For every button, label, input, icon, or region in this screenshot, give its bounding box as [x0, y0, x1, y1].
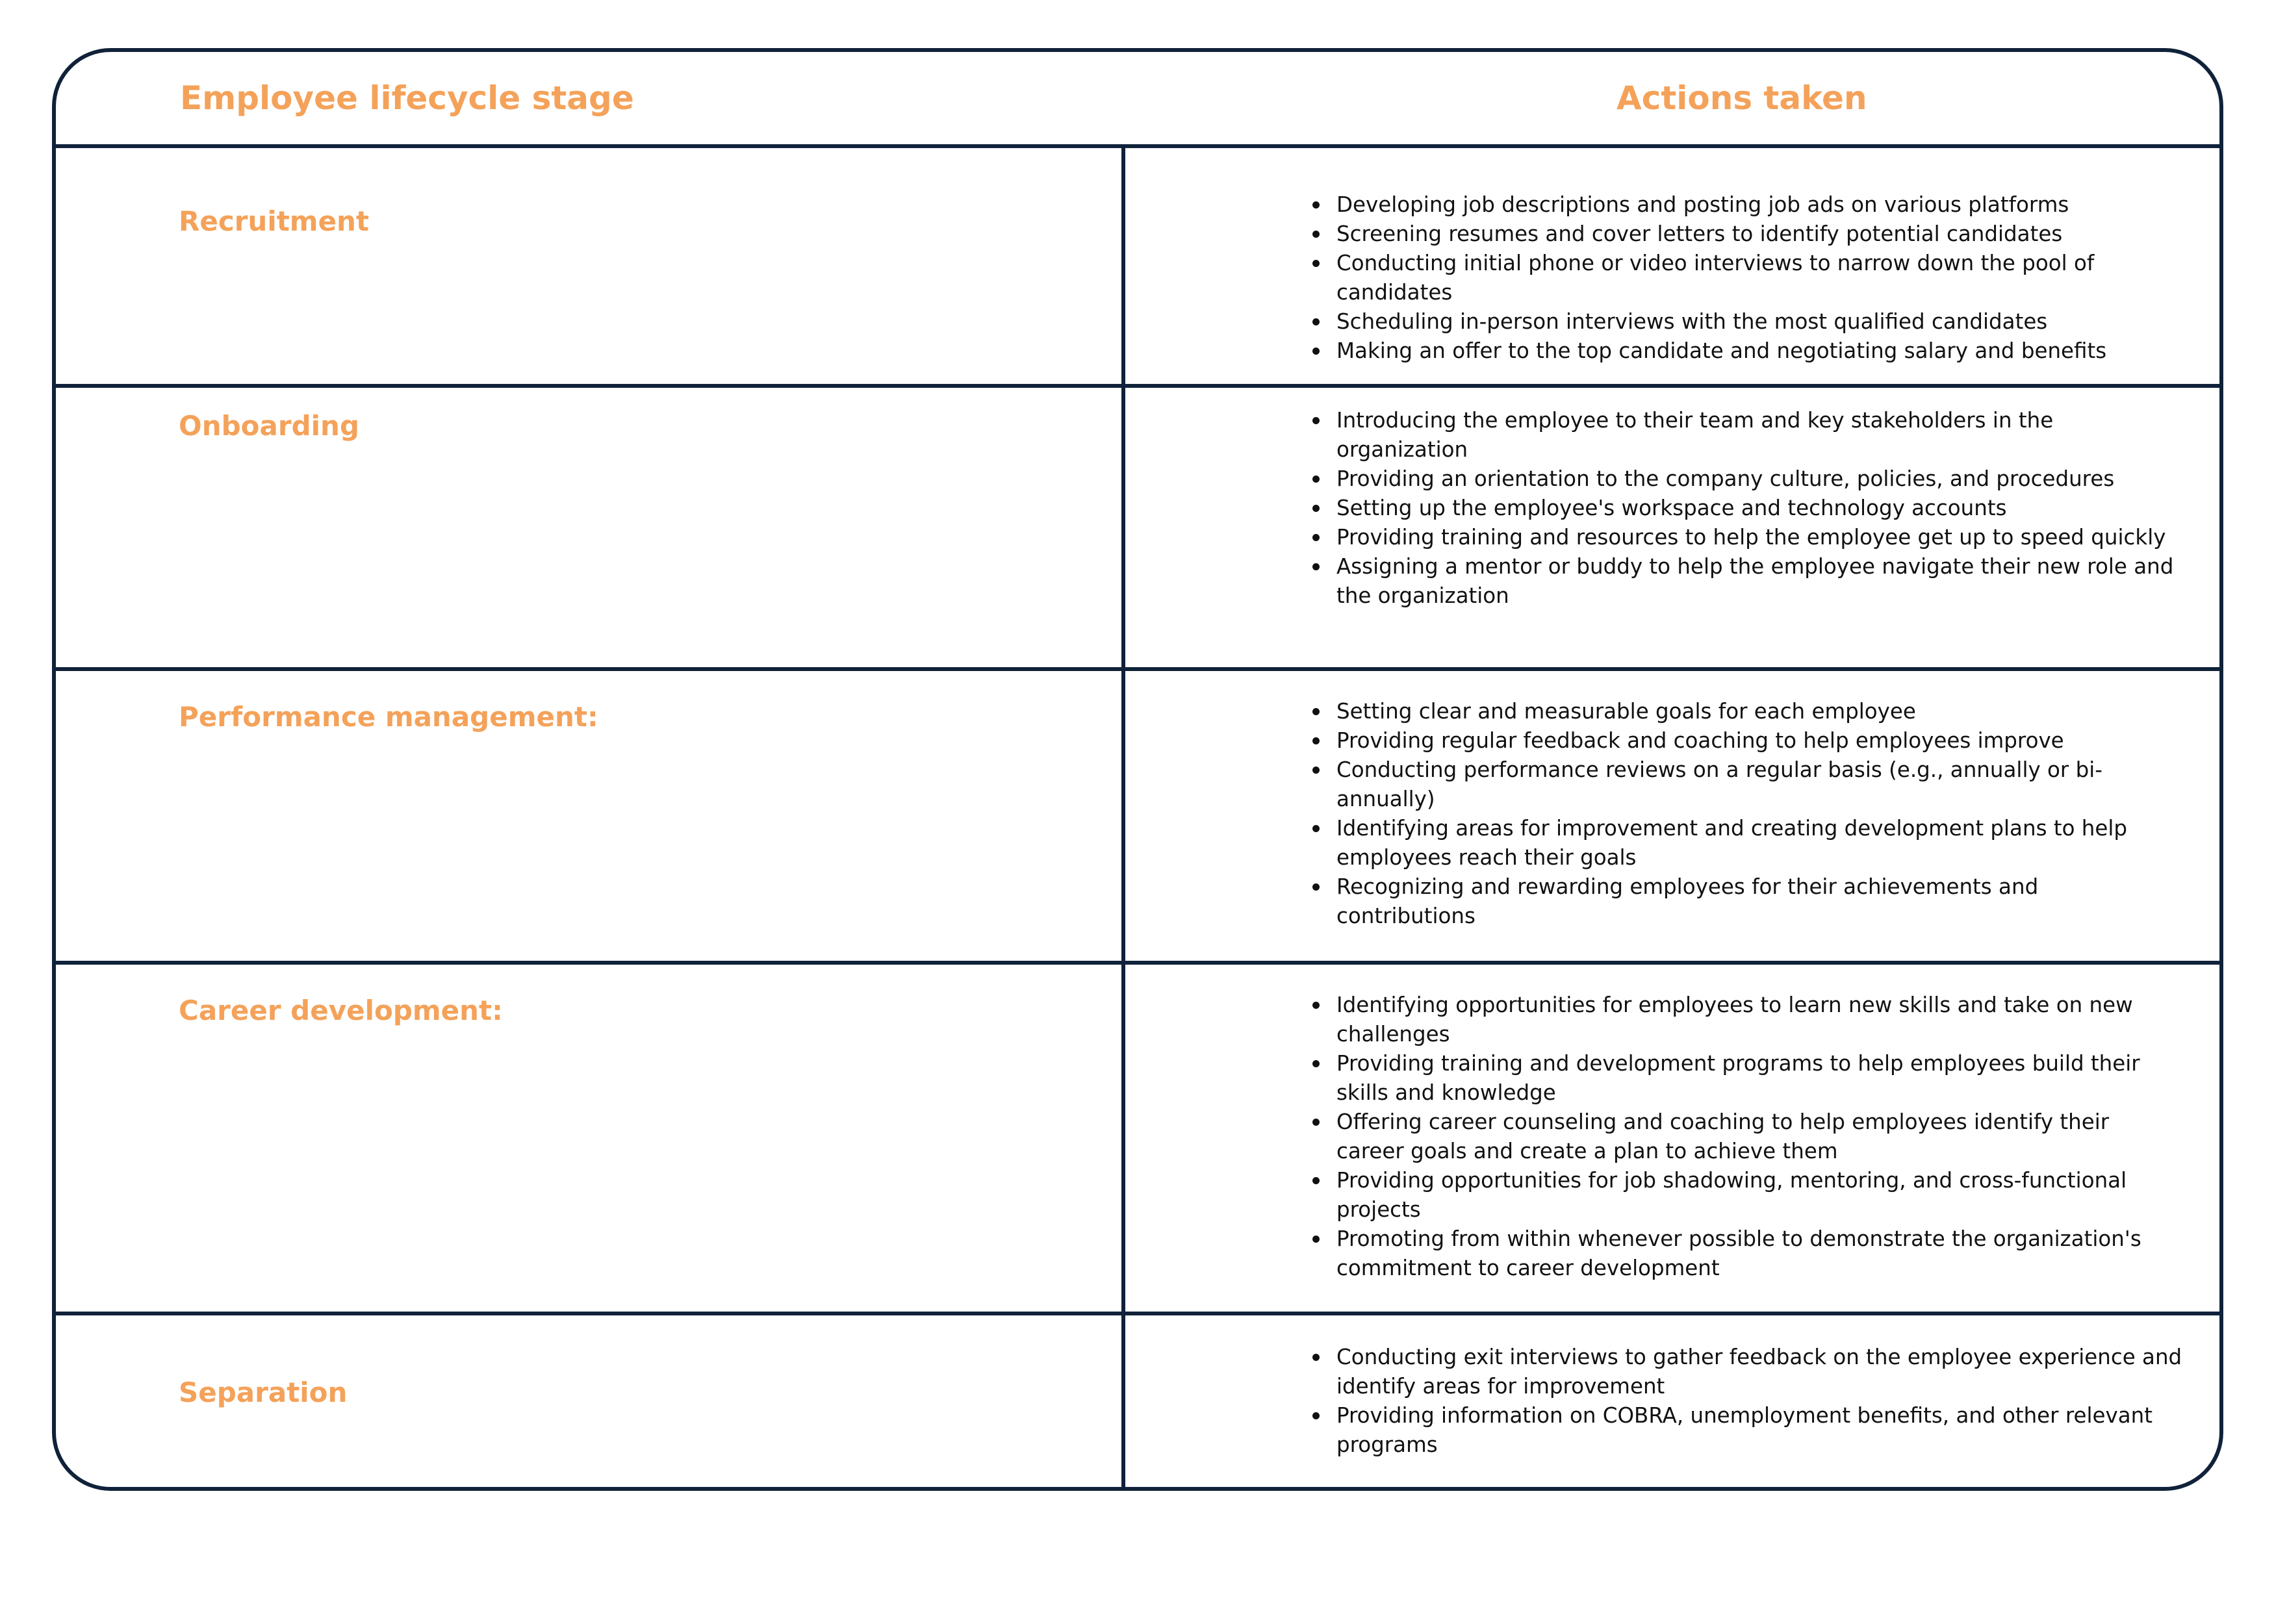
action-item: Providing training and resources to help the employee get up to speed quickly — [1312, 523, 2183, 552]
lifecycle-table — [52, 48, 2223, 1491]
action-list — [1312, 1343, 2183, 1460]
action-item: Offering career counseling and coaching to help employees identify their career goals and create a plan to achieve them — [1312, 1108, 2183, 1166]
header-stage: Employee lifecycle stage — [180, 79, 634, 117]
table-row — [56, 965, 2219, 1315]
action-item: Assigning a mentor or buddy to help the employee navigate their new role and the organization — [1312, 552, 2183, 611]
table-row — [56, 1315, 2219, 1491]
action-item: Providing regular feedback and coaching to help employees improve — [1312, 726, 2183, 755]
action-item: Identifying opportunities for employees to learn new skills and take on new challenges — [1312, 991, 2183, 1049]
table-row — [56, 148, 2219, 388]
action-item: Conducting exit interviews to gather feedback on the employee experience and identify areas for improvement — [1312, 1343, 2183, 1401]
stage-label: Career development: — [179, 995, 503, 1026]
action-item: Making an offer to the top candidate and negotiating salary and benefits — [1312, 336, 2183, 366]
action-item: Developing job descriptions and posting job ads on various platforms — [1312, 190, 2183, 220]
column-divider — [1121, 144, 1125, 1487]
table-row — [56, 388, 2219, 671]
action-item: Introducing the employee to their team and key stakeholders in the organization — [1312, 406, 2183, 464]
action-item: Providing training and development programs to help employees build their skills and knowledge — [1312, 1049, 2183, 1108]
action-list — [1312, 406, 2183, 611]
table-header — [56, 52, 2219, 148]
action-item: Setting up the employee's workspace and technology accounts — [1312, 494, 2183, 523]
action-item: Identifying areas for improvement and creating development plans to help employees reach their goals — [1312, 814, 2183, 872]
action-item: Promoting from within whenever possible to demonstrate the organization's commitment to career development — [1312, 1224, 2183, 1283]
action-item: Providing information on COBRA, unemployment benefits, and other relevant programs — [1312, 1401, 2183, 1460]
action-list — [1312, 991, 2183, 1283]
action-item: Conducting performance reviews on a regular basis (e.g., annually or bi-annually) — [1312, 755, 2183, 814]
action-item: Recognizing and rewarding employees for their achievements and contributions — [1312, 872, 2183, 931]
stage-label: Performance management: — [179, 701, 598, 733]
stage-label: Recruitment — [179, 205, 370, 237]
action-list — [1312, 190, 2183, 366]
action-list — [1312, 697, 2183, 931]
table-row — [56, 671, 2219, 965]
stage-label: Onboarding — [179, 410, 360, 442]
action-item: Screening resumes and cover letters to identify potential candidates — [1312, 220, 2183, 249]
action-item: Setting clear and measurable goals for each employee — [1312, 697, 2183, 726]
stage-label: Separation — [179, 1377, 348, 1408]
action-item: Providing an orientation to the company culture, policies, and procedures — [1312, 464, 2183, 494]
action-item: Providing opportunities for job shadowing, mentoring, and cross-functional projects — [1312, 1166, 2183, 1224]
action-item: Conducting initial phone or video interviews to narrow down the pool of candidates — [1312, 249, 2183, 307]
action-item: Scheduling in-person interviews with the most qualified candidates — [1312, 307, 2183, 336]
header-actions: Actions taken — [1616, 79, 1867, 117]
